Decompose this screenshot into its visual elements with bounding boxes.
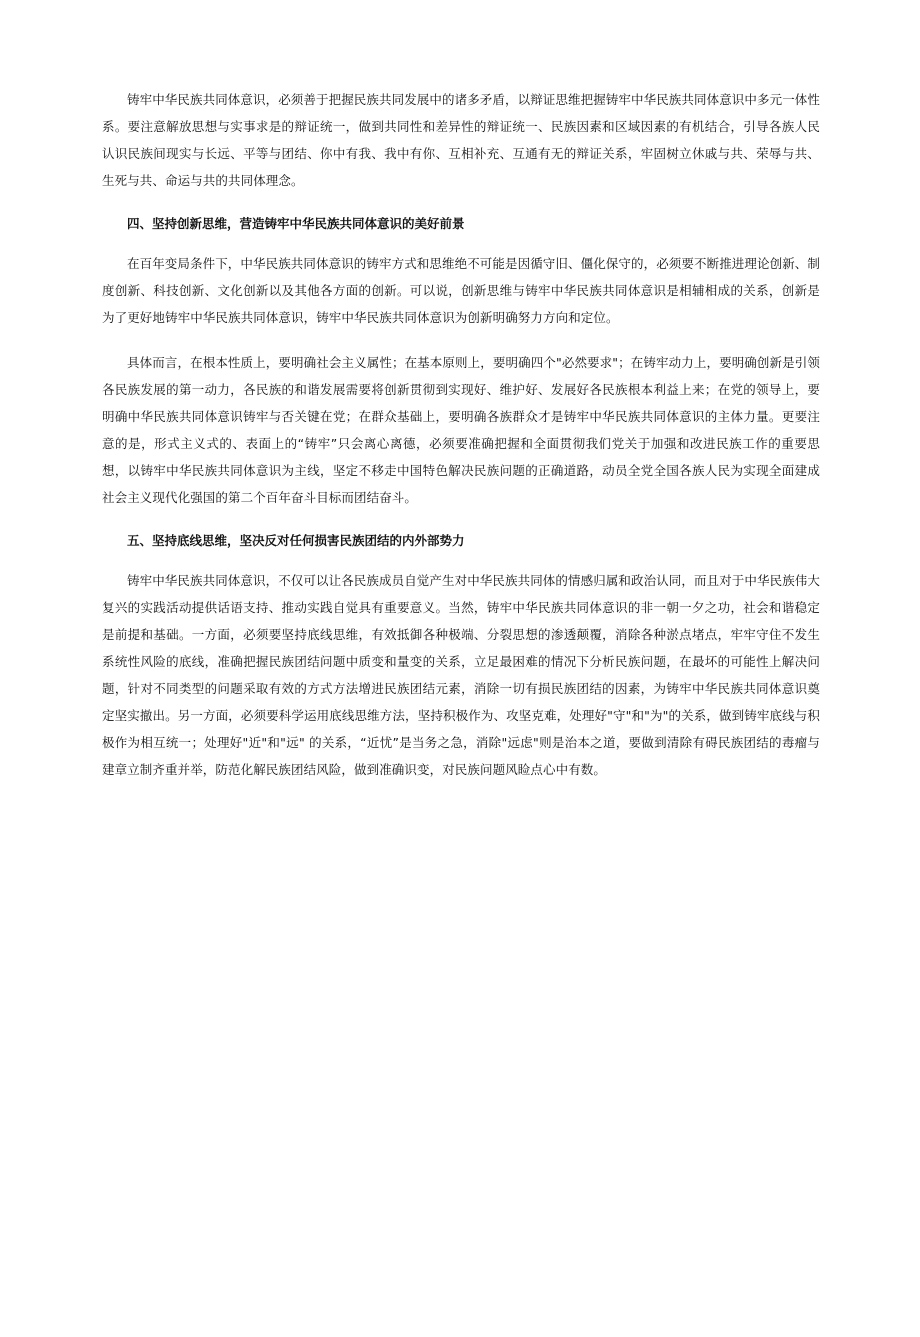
paragraph-innovation-overview: 在百年变局条件下，中华民族共同体意识的铸牢方式和思维绝不可能是因循守旧、僵化保守的，必须要不断推进理论创新、制度创新、科技创新、文化创新以及其他各方面的创新。可以说，创新思维与铸牢中华民族共同体意识是相辅相成的关系，创新是为了更好地铸牢中华民族共同体意识，铸牢中华民族共同体意识为创新明确努力方向和定位。: [102, 256, 821, 325]
section-heading-bottom-line-thinking: 五、坚持底线思维，坚决反对任何损害民族团结的内外部势力: [127, 533, 465, 548]
document-body: [102, 86, 820, 801]
paragraph-innovation-specifics: 具体而言，在根本性质上，要明确社会主义属性；在基本原则上，要明确四个"必然要求"；在铸牢动力上，要明确创新是引领各民族发展的第一动力，各民族的和谐发展需要将创新贯彻到实现好、维护好、发展好各民族根本利益上来；在党的领导上，要明确中华民族共同体意识铸牢与否关键在党；在群众基础上，要明确各族群众才是铸牢中华民族共同体意识的主体力量。更要注意的是，形式主义式的、表面上的“铸牢”只会离心离德，必须要准确把握和全面贯彻我们党关于加强和改进民族工作的重要思想，以铸牢中华民族共同体意识为主线，坚定不移走中国特色解决民族问题的正确道路，动员全党全国各族人民为实现全面建成社会主义现代化强国的第二个百年奋斗目标而团结奋斗。: [102, 355, 820, 505]
paragraph-dialectical-thinking: 铸牢中华民族共同体意识，必须善于把握民族共同发展中的诸多矛盾，以辩证思维把握铸牢中华民族共同体意识中多元一体性系。要注意解放思想与实事求是的辩证统一，做到共同性和差异性的辩证统一、民族因素和区域因素的有机结合，引导各族人民认识民族间现实与长远、平等与团结、你中有我、我中有你、互相补充、互通有无的辩证关系，牢固树立休戚与共、荣辱与共、生死与共、命运与共的共同体理念。: [102, 92, 821, 188]
section-heading-innovative-thinking: 四、坚持创新思维，营造铸牢中华民族共同体意识的美好前景: [127, 216, 465, 231]
paragraph-bottom-line-thinking: 铸牢中华民族共同体意识，不仅可以让各民族成员自觉产生对中华民族共同体的情感归属和政治认同，而且对于中华民族伟大复兴的实践活动提供话语支持、推动实践自觉具有重要意义。当然，铸牢中华民族共同体意识的非一朝一夕之功，社会和谐稳定是前提和基础。一方面，必须要坚持底线思维，有效抵御各种极端、分裂思想的渗透颠覆，消除各种淤点堵点，牢牢守住不发生系统性风险的底线，准确把握民族团结问题中质变和量变的关系，立足最困难的情况下分析民族问题，在最坏的可能性上解决问题，针对不同类型的问题采取有效的方式方法增进民族团结元素，消除一切有损民族团结的因素，为铸牢中华民族共同体意识奠定坚实撤出。另一方面，必须要科学运用底线思维方法，坚持积极作为、攻坚克难，处理好"守"和"为"的关系，做到铸牢底线与积极作为相互统一；处理好"近"和"远" 的关系，“近忧”是当务之急，消除"远虑"则是治本之道，要做到清除有碍民族团结的毒瘤与建章立制齐重并举，防范化解民族团结风险，做到准确识变，对民族问题风睑点心中有数。: [102, 573, 821, 777]
